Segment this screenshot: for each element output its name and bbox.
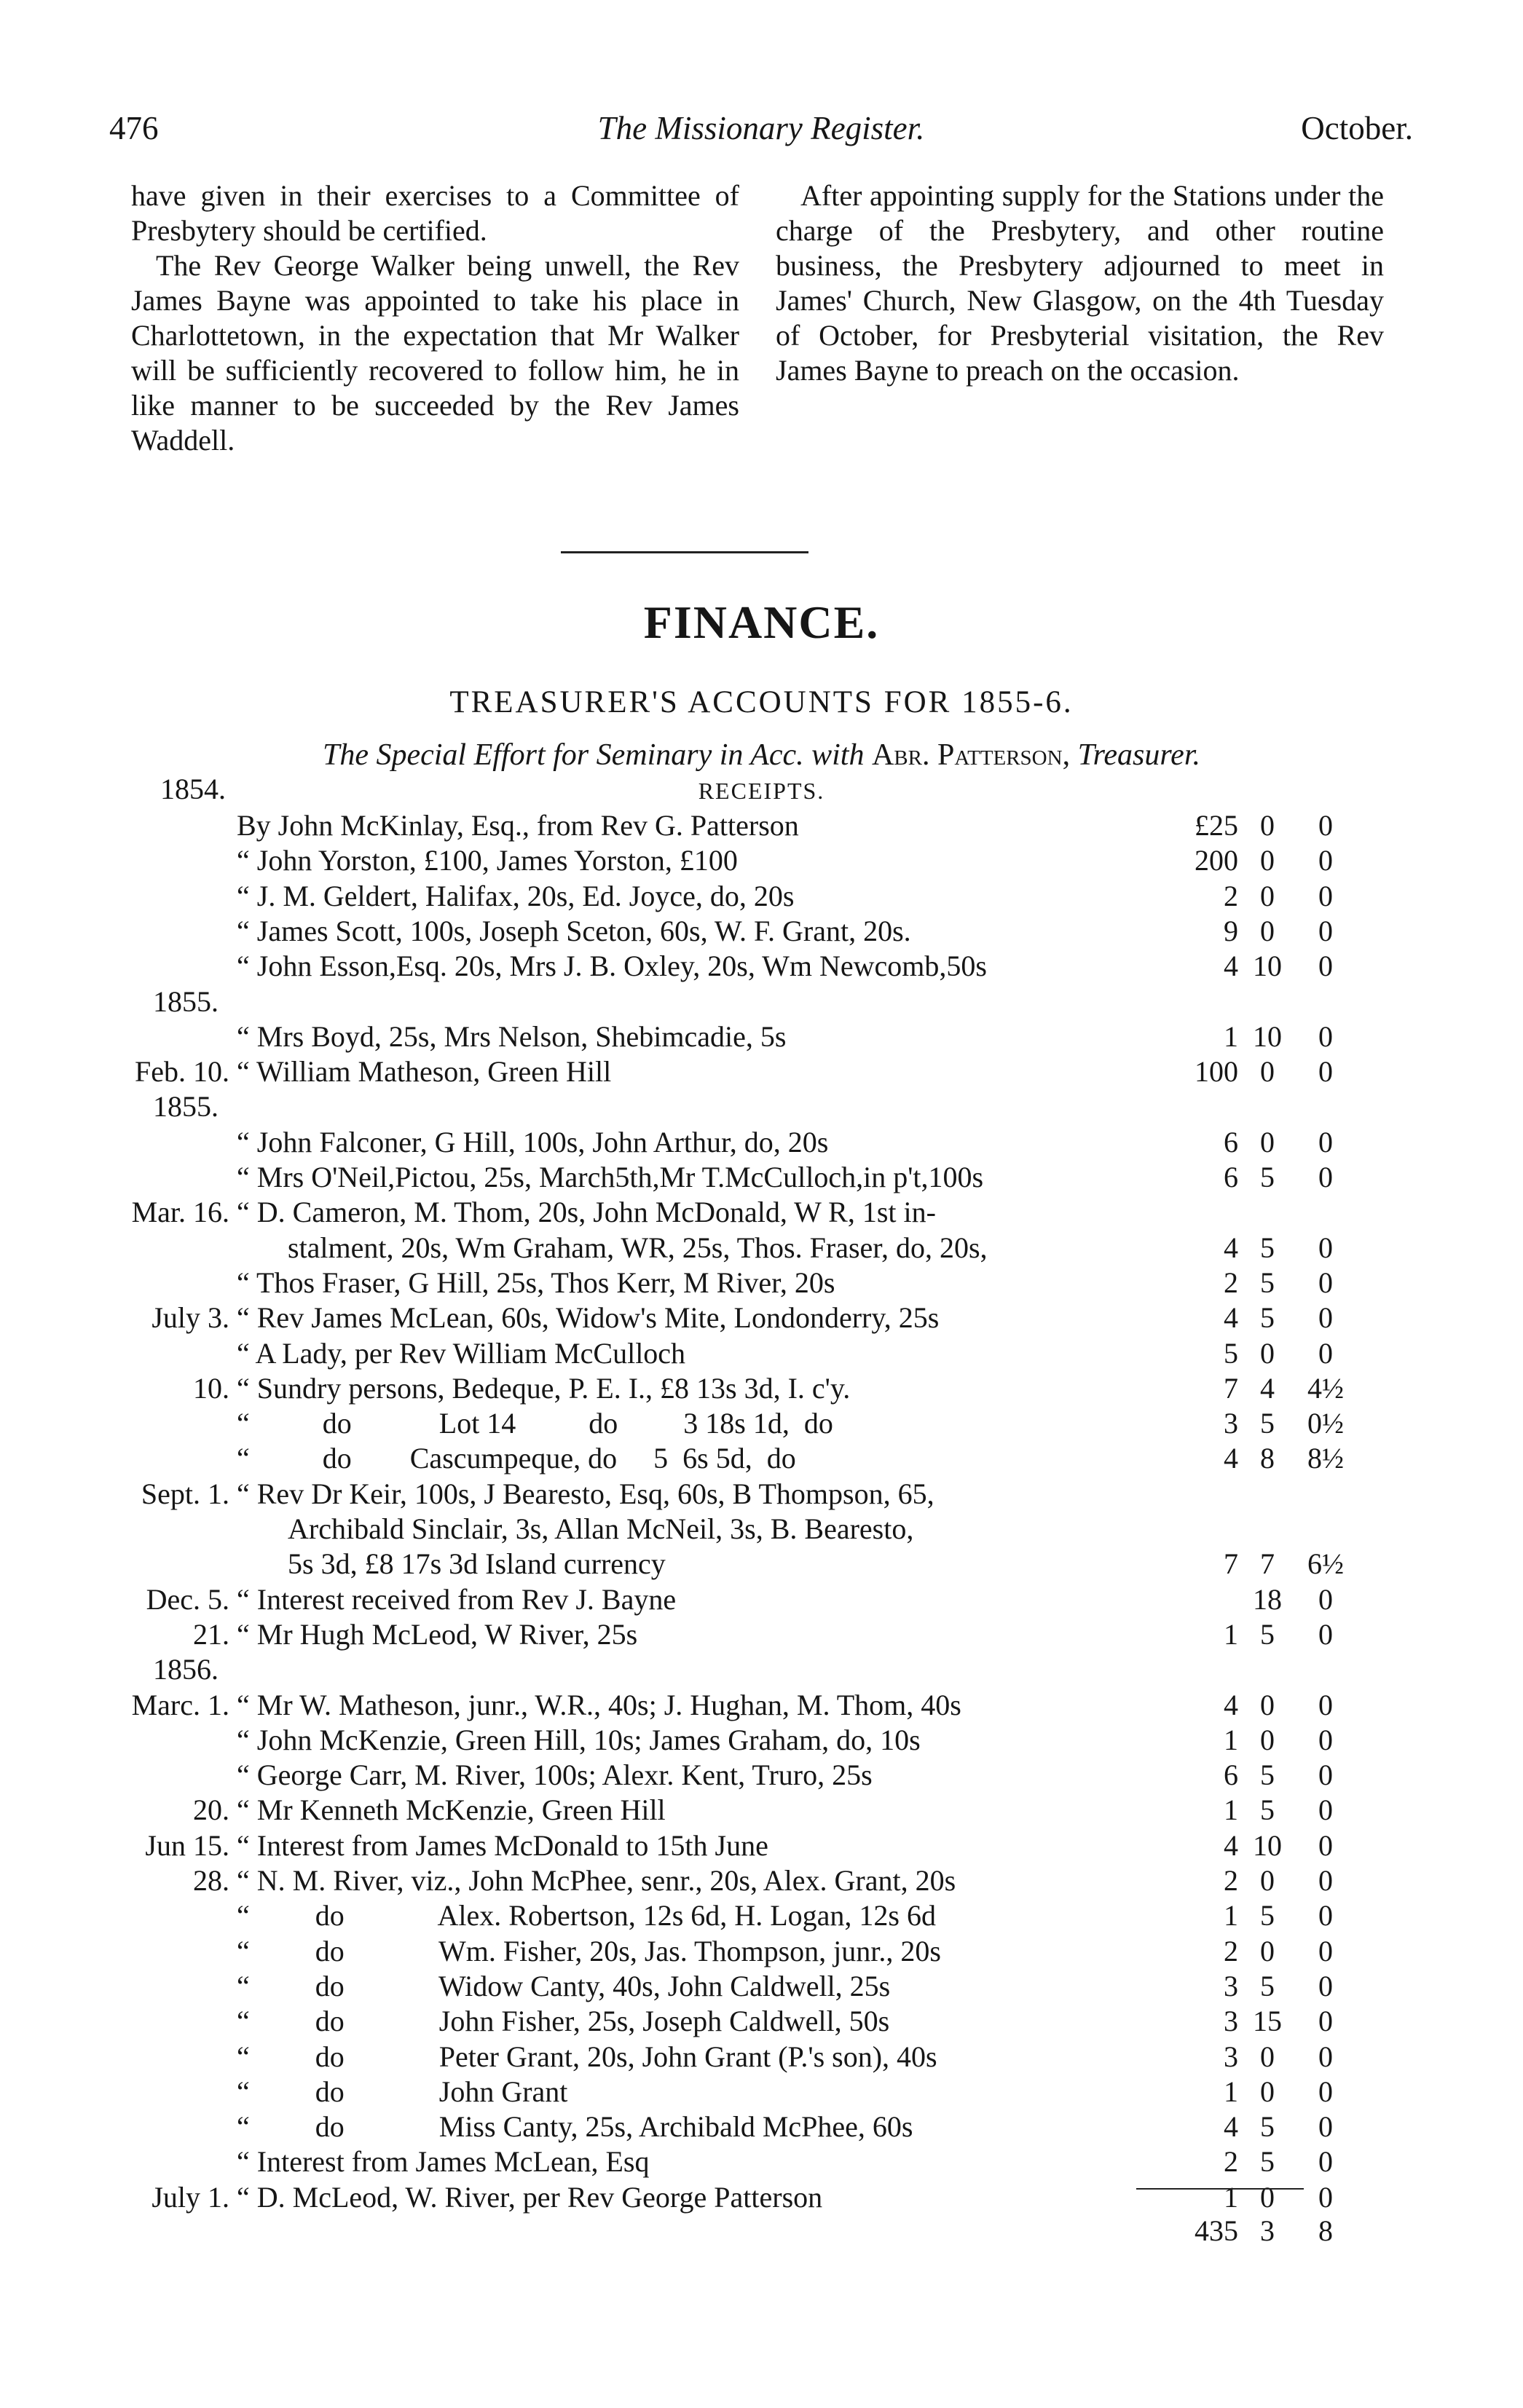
- ledger-row: [109, 1054, 1420, 1089]
- ledger-row: [109, 1547, 1420, 1582]
- ledger-row: [109, 1406, 1420, 1441]
- amount-shillings: 18: [1253, 1582, 1282, 1616]
- entry-description: “ do Cascumpeque, do 5 6s 5d, do: [237, 1442, 796, 1475]
- amount-pence: 0½: [1307, 1407, 1344, 1440]
- amount-pounds: 4: [1224, 1442, 1238, 1475]
- ledger-row: [109, 1477, 1420, 1512]
- ledger-row: [109, 914, 1420, 949]
- entry-date: Mar. 16.: [131, 1196, 229, 1229]
- amount-pounds: 3: [1224, 2040, 1238, 2073]
- entry-date: 21.: [193, 1617, 229, 1651]
- amount-pounds: 2: [1224, 1864, 1238, 1897]
- entry-description: “ Interest received from Rev J. Bayne: [237, 1582, 677, 1616]
- amount-shillings: 0: [1260, 1125, 1275, 1158]
- amount-pence: 0: [1318, 809, 1333, 842]
- amount-pence: 0: [1318, 1336, 1333, 1370]
- amount-pence: 0: [1318, 1019, 1333, 1053]
- entry-description: “ do Alex. Robertson, 12s 6d, H. Logan, 12s 6d: [237, 1899, 936, 1933]
- ledger-row: [109, 1441, 1420, 1476]
- issue-month: October.: [1301, 110, 1413, 146]
- amount-shillings: 10: [1253, 1019, 1282, 1053]
- amount-pounds: 1: [1224, 1793, 1238, 1827]
- year-label: 1855.: [153, 984, 219, 1018]
- ledger-row: [109, 1300, 1420, 1335]
- amount-pounds: 1: [1224, 2075, 1238, 2108]
- amount-pounds: 1: [1224, 2180, 1238, 2214]
- entry-description: “ A Lady, per Rev William McCulloch: [237, 1336, 686, 1370]
- entry-date: 20.: [193, 1793, 229, 1827]
- entry-date: Marc. 1.: [131, 1688, 229, 1721]
- entry-date: Feb. 10.: [135, 1055, 229, 1089]
- ledger-row: [109, 1934, 1420, 1969]
- amount-pounds: 3: [1224, 2005, 1238, 2038]
- paragraph: The Rev George Walker being unwell, the Rev James Bayne was appointed to take his place in Charlottetown, in the expectation that Mr Walker will be sufficiently recovered to follow him, he in like manner to be succeeded by the Rev James Waddell.: [131, 249, 739, 457]
- accounts-subheading: TREASURER'S ACCOUNTS FOR 1855-6.: [449, 685, 1074, 719]
- entry-description: “ John Falconer, G Hill, 100s, John Arthur, do, 20s: [237, 1125, 829, 1158]
- total-shillings: 3: [1260, 2214, 1275, 2247]
- amount-pence: 0: [1318, 1793, 1333, 1827]
- amount-pounds: 6: [1224, 1161, 1238, 1193]
- entry-date: Dec. 5.: [146, 1582, 229, 1616]
- entry-description: “ N. M. River, viz., John McPhee, senr., 20s, Alex. Grant, 20s: [237, 1864, 956, 1897]
- amount-pence: 0: [1318, 1864, 1333, 1897]
- entry-description: “ Mr Hugh McLeod, W River, 25s: [237, 1617, 638, 1651]
- ledger-row: [109, 1828, 1420, 1863]
- amount-pence: 0: [1318, 879, 1333, 912]
- entry-description: “ do Wm. Fisher, 20s, Jas. Thompson, junr., 20s: [237, 1934, 941, 1967]
- amount-pence: 0: [1318, 2075, 1333, 2108]
- amount-shillings: 5: [1260, 1899, 1275, 1933]
- amount-pounds: 1: [1224, 1899, 1238, 1933]
- entry-description: “ George Carr, M. River, 100s; Alexr. Kent, Truro, 25s: [237, 1758, 873, 1792]
- entry-description: “ Mr Kenneth McKenzie, Green Hill: [237, 1793, 666, 1827]
- entry-description: “ J. M. Geldert, Halifax, 20s, Ed. Joyce, do, 20s: [237, 879, 795, 912]
- amount-shillings: 5: [1260, 1231, 1275, 1264]
- ledger-total: [109, 2214, 1420, 2249]
- entry-description: “ D. Cameron, M. Thom, 20s, John McDonald, W R, 1st in-: [237, 1196, 936, 1229]
- entry-description: “ do John Fisher, 25s, Joseph Caldwell, 50s: [237, 2005, 890, 2038]
- year-label: 1856.: [153, 1653, 219, 1686]
- entry-description: “ D. McLeod, W. River, per Rev George Patterson: [237, 2180, 823, 2214]
- amount-shillings: 10: [1253, 1828, 1282, 1862]
- amount-pounds: 7: [1224, 1547, 1238, 1581]
- amount-pence: 0: [1318, 1899, 1333, 1933]
- amount-shillings: 5: [1260, 1758, 1275, 1792]
- total-pence: 8: [1318, 2214, 1333, 2247]
- amount-pounds: 1: [1224, 1019, 1238, 1053]
- entry-description: “ Sundry persons, Bedeque, P. E. I., £8 13s 3d, I. c'y.: [237, 1371, 851, 1405]
- amount-pounds: 9: [1224, 914, 1238, 947]
- amount-pounds: 7: [1224, 1371, 1238, 1405]
- amount-pence: 0: [1318, 1969, 1333, 2002]
- entry-description: “ do Lot 14 do 3 18s 1d, do: [237, 1407, 833, 1440]
- amount-pence: 4½: [1307, 1371, 1344, 1405]
- amount-shillings: 0: [1260, 809, 1275, 842]
- running-header: [109, 109, 1413, 167]
- ledger-row: [109, 2075, 1420, 2109]
- amount-shillings: 8: [1260, 1442, 1275, 1475]
- entry-date: Sept. 1.: [141, 1477, 229, 1510]
- amount-pence: 0: [1318, 1758, 1333, 1792]
- amount-shillings: 4: [1260, 1371, 1275, 1405]
- amount-pence: 0: [1318, 2040, 1333, 2073]
- ledger-row: [109, 879, 1420, 914]
- amount-pounds: 2: [1224, 2145, 1238, 2179]
- ledger-row: [109, 2040, 1420, 2075]
- amount-pounds: 2: [1224, 1934, 1238, 1967]
- ledger-row: [109, 1125, 1420, 1160]
- amount-pounds: 4: [1224, 1828, 1238, 1862]
- amount-shillings: 7: [1260, 1547, 1275, 1581]
- amount-pounds: 200: [1195, 844, 1238, 877]
- amount-pence: 0: [1318, 914, 1333, 947]
- entry-description: “ do John Grant: [237, 2075, 568, 2108]
- entry-description: 5s 3d, £8 17s 3d Island currency: [288, 1547, 666, 1581]
- left-column: [131, 178, 739, 458]
- amount-pounds: 4: [1224, 1688, 1238, 1721]
- amount-shillings: 5: [1260, 1266, 1275, 1299]
- year-label: 1854.: [160, 773, 226, 805]
- right-column: [776, 178, 1384, 388]
- entry-description: “ John Yorston, £100, James Yorston, £100: [237, 844, 738, 877]
- ledger-row: [109, 949, 1420, 984]
- ledger-row: [109, 843, 1420, 878]
- year-label: 1855.: [153, 1090, 219, 1124]
- ledger-row: [109, 1195, 1420, 1230]
- treasurer-name: Abr. Patterson,: [871, 738, 1071, 772]
- entry-description: “ do Peter Grant, 20s, John Grant (P.'s son), 40s: [237, 2040, 937, 2073]
- entry-description: “ Thos Fraser, G Hill, 25s, Thos Kerr, M River, 20s: [237, 1266, 835, 1299]
- amount-pounds: 3: [1224, 1407, 1238, 1440]
- entry-description: stalment, 20s, Wm Graham, WR, 25s, Thos. Fraser, do, 20s,: [288, 1231, 988, 1264]
- page-number: 476: [109, 110, 159, 146]
- amount-pence: 0: [1318, 1055, 1333, 1089]
- ledger-year-row: [109, 1089, 1420, 1124]
- ledger-row: [109, 2144, 1420, 2179]
- amount-pounds: 2: [1224, 879, 1238, 912]
- amount-pence: 0: [1318, 1301, 1333, 1335]
- ledger-year-row: [109, 1652, 1420, 1687]
- entry-description: “ James Scott, 100s, Joseph Sceton, 60s, W. F. Grant, 20s.: [237, 914, 911, 947]
- amount-pence: 0: [1318, 2110, 1333, 2144]
- ledger-row: [109, 1512, 1420, 1547]
- amount-shillings: 0: [1260, 1336, 1275, 1370]
- amount-shillings: 0: [1260, 879, 1275, 912]
- amount-pounds: 1: [1224, 1723, 1238, 1756]
- amount-shillings: 5: [1260, 1301, 1275, 1335]
- amount-pounds: 6: [1224, 1125, 1238, 1158]
- amount-shillings: 0: [1260, 844, 1275, 877]
- amount-shillings: 0: [1260, 2075, 1275, 2108]
- amount-shillings: 5: [1260, 2110, 1275, 2144]
- ledger-row: [109, 1723, 1420, 1758]
- amount-pounds: 4: [1224, 1231, 1238, 1264]
- amount-pence: 0: [1318, 1125, 1333, 1158]
- ledger-row: [109, 1019, 1420, 1054]
- entry-description: “ Mrs Boyd, 25s, Mrs Nelson, Shebimcadie, 5s: [237, 1019, 787, 1053]
- amount-shillings: 0: [1260, 1055, 1275, 1089]
- entry-description: “ Mrs O'Neil,Pictou, 25s, March5th,Mr T.McCulloch,in p't,100s: [237, 1161, 984, 1193]
- account-title-suffix: Treasurer.: [1077, 738, 1201, 772]
- section-divider: [561, 551, 808, 553]
- entry-description: “ Mr W. Matheson, junr., W.R., 40s; J. Hughan, M. Thom, 40s: [237, 1688, 961, 1721]
- receipts-heading: RECEIPTS.: [698, 778, 825, 804]
- account-title-prefix: The Special Effort for Seminary in Acc. with: [322, 738, 865, 772]
- entry-date: 10.: [193, 1371, 229, 1405]
- ledger-year-row: [109, 984, 1420, 1019]
- amount-pence: 0: [1318, 1688, 1333, 1721]
- amount-pence: 0: [1318, 1161, 1333, 1193]
- entry-date: 28.: [193, 1864, 229, 1897]
- amount-pence: 0: [1318, 950, 1333, 983]
- amount-pence: 0: [1318, 1934, 1333, 1967]
- amount-pence: 8½: [1307, 1442, 1344, 1475]
- amount-pence: 6½: [1307, 1547, 1344, 1581]
- amount-shillings: 0: [1260, 914, 1275, 947]
- amount-pounds: 100: [1195, 1055, 1238, 1089]
- amount-shillings: 5: [1260, 1793, 1275, 1827]
- entry-description: “ Interest from James McLean, Esq: [237, 2145, 650, 2179]
- amount-shillings: 5: [1260, 1969, 1275, 2002]
- entry-description: “ William Matheson, Green Hill: [237, 1055, 612, 1089]
- ledger-row: [109, 1231, 1420, 1266]
- ledger-row: [109, 1160, 1420, 1195]
- ledger-row: [109, 1688, 1420, 1723]
- amount-pounds: 5: [1224, 1336, 1238, 1370]
- amount-pounds: 6: [1224, 1758, 1238, 1792]
- amount-pounds: 1: [1224, 1617, 1238, 1651]
- account-title: [0, 738, 1523, 773]
- entry-description: “ Interest from James McDonald to 15th June: [237, 1828, 768, 1862]
- ledger-row: [109, 1336, 1420, 1371]
- paragraph: have given in their exercises to a Committee of Presbytery should be certified.: [131, 179, 739, 247]
- entry-description: “ do Miss Canty, 25s, Archibald McPhee, 60s: [237, 2110, 913, 2144]
- amount-pence: 0: [1318, 1231, 1333, 1264]
- amount-pence: 0: [1318, 2005, 1333, 2038]
- amount-shillings: 5: [1260, 1407, 1275, 1440]
- amount-pounds: 4: [1224, 950, 1238, 983]
- amount-shillings: 5: [1260, 1617, 1275, 1651]
- journal-title: The Missionary Register.: [597, 110, 925, 146]
- amount-pence: 0: [1318, 1582, 1333, 1616]
- ledger-row: [109, 1266, 1420, 1300]
- ledger-row: [109, 1758, 1420, 1793]
- ledger-row: [109, 1863, 1420, 1898]
- entry-description: “ Rev Dr Keir, 100s, J Bearesto, Esq, 60s, B Thompson, 65,: [237, 1477, 934, 1510]
- amount-pence: 0: [1318, 1828, 1333, 1862]
- ledger-row: [109, 2004, 1420, 2039]
- amount-pence: 0: [1318, 2145, 1333, 2179]
- section-title: FINANCE.: [643, 596, 880, 648]
- entry-date: Jun 15.: [145, 1828, 229, 1862]
- amount-shillings: 0: [1260, 2180, 1275, 2214]
- amount-shillings: 10: [1253, 950, 1282, 983]
- entry-description: “ John McKenzie, Green Hill, 10s; James Graham, do, 10s: [237, 1723, 921, 1756]
- amount-shillings: 5: [1260, 1161, 1275, 1193]
- amount-shillings: 0: [1260, 1934, 1275, 1967]
- amount-pence: 0: [1318, 844, 1333, 877]
- ledger-row: [109, 1969, 1420, 2004]
- ledger-row: [109, 2180, 1420, 2215]
- entry-description: “ Rev James McLean, 60s, Widow's Mite, Londonderry, 25s: [237, 1301, 940, 1335]
- entry-description: “ do Widow Canty, 40s, John Caldwell, 25s: [237, 1969, 891, 2002]
- amount-pence: 0: [1318, 1723, 1333, 1756]
- total-pounds: 435: [1195, 2214, 1238, 2247]
- ledger-row: [109, 1898, 1420, 1933]
- amount-pounds: £25: [1195, 809, 1238, 842]
- entry-description: Archibald Sinclair, 3s, Allan McNeil, 3s, B. Bearesto,: [288, 1512, 914, 1545]
- paragraph: After appointing supply for the Stations under the charge of the Presbytery, and other routine business, the Presbytery adjourned to meet in James' Church, New Glasgow, on the 4th Tuesday of October, for Presbyterial visitation, the Rev James Bayne to preach on the occasion.: [776, 179, 1384, 387]
- ledger-row: [109, 1617, 1420, 1652]
- amount-pence: 0: [1318, 1617, 1333, 1651]
- amount-shillings: 15: [1253, 2005, 1282, 2038]
- ledger-row: [109, 1371, 1420, 1406]
- amount-pounds: 2: [1224, 1266, 1238, 1299]
- amount-shillings: 0: [1260, 2040, 1275, 2073]
- ledger-row: [109, 1582, 1420, 1617]
- amount-pence: 0: [1318, 2180, 1333, 2214]
- total-rule: [1136, 2188, 1304, 2190]
- amount-pounds: 3: [1224, 1969, 1238, 2002]
- ledger-row: [109, 2109, 1420, 2144]
- amount-pounds: 4: [1224, 1301, 1238, 1335]
- amount-pounds: 4: [1224, 2110, 1238, 2144]
- entry-date: July 1.: [151, 2180, 229, 2214]
- entry-date: July 3.: [151, 1301, 229, 1335]
- entry-description: By John McKinlay, Esq., from Rev G. Patterson: [237, 809, 799, 842]
- amount-shillings: 0: [1260, 1864, 1275, 1897]
- amount-pence: 0: [1318, 1266, 1333, 1299]
- amount-shillings: 5: [1260, 2145, 1275, 2179]
- ledger-row: [109, 808, 1420, 843]
- amount-shillings: 0: [1260, 1688, 1275, 1721]
- entry-description: “ John Esson,Esq. 20s, Mrs J. B. Oxley, 20s, Wm Newcomb,50s: [237, 950, 987, 983]
- ledger-row: [109, 1793, 1420, 1828]
- amount-shillings: 0: [1260, 1723, 1275, 1756]
